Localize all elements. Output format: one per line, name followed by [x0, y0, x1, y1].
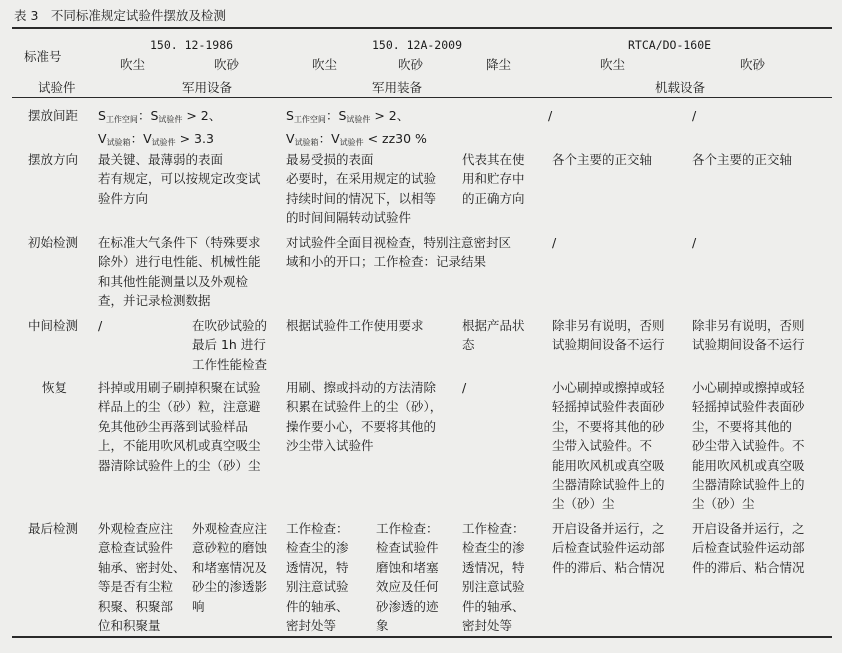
- recovery-settle: /: [462, 380, 467, 395]
- final-check-rtca-dust: 开启设备并运行，之 后检查试验件运动部 件的滞后、粘合情况: [552, 521, 665, 575]
- placement-spacing-settle: /: [548, 108, 553, 123]
- header-gjb1986-dust: 吹尘: [120, 57, 146, 72]
- volume-formula-line: $V_{试验箱}$：$V_{试验件} < zz30$ %: [286, 131, 427, 148]
- row-label-placement-spacing: 摆放间距: [28, 108, 79, 123]
- header-standard-label: 标准号: [24, 49, 62, 64]
- initial-check-rtca-dust: /: [552, 235, 557, 250]
- row-label-placement-direction: 摆放方向: [28, 152, 79, 167]
- placement-spacing-gjb1986: [98, 106, 221, 153]
- placement-direction-gjb1986: 最关键、最薄弱的表面 若有规定，可以按规定改变试 验件方向: [98, 152, 261, 206]
- placement-spacing-rtca-sand: /: [692, 108, 697, 123]
- header-gjb1986-sand: 吹砂: [214, 57, 240, 72]
- placement-direction-rtca-sand: 各个主要的正交轴: [692, 152, 793, 167]
- recovery-gjb2009: 用刷、擦或抖动的方法清除 积累在试验件上的尘（砂）， 操作要小心，不要将其他的 沙尘带入试验件: [286, 380, 443, 454]
- top-rule: [12, 27, 832, 29]
- spacing-formula-line: $S_{工作空间}$：$S_{试验件} > 2$、: [286, 108, 410, 124]
- row-label-recovery: 恢复: [42, 380, 68, 395]
- header-std-gjb1986: 150. 12-1986: [150, 38, 234, 52]
- final-check-gjb1986-dust: 外观检查应注 意检查试验件 轴承、密封处、 等是否有尘粒 积聚、积聚部 位和积聚量: [98, 521, 186, 634]
- placement-spacing-gjb2009: [286, 106, 427, 153]
- final-check-rtca-sand: 开启设备并运行，之 后检查试验件运动部 件的滞后、粘合情况: [692, 521, 805, 575]
- final-check-settle: 工作检查： 检查尘的渗 透情况，特 别注意试验 件的轴承、 密封处等: [462, 521, 525, 634]
- placement-direction-rtca-dust: 各个主要的正交轴: [552, 152, 653, 167]
- intermediate-check-rtca-dust: 除非另有说明，否则 试验期间设备不运行: [552, 318, 665, 353]
- final-check-gjb1986-sand: 外观检查应注 意砂粒的磨蚀 和堵塞情况及 砂尘的渗透影 响: [192, 521, 268, 614]
- header-gjb2009-dust: 吹尘: [312, 57, 338, 72]
- row-label-final-check: 最后检测: [28, 521, 79, 536]
- row-label-intermediate-check: 中间检测: [28, 318, 79, 333]
- header-equip-military2: 军用装备: [372, 80, 423, 95]
- header-std-gjb2009: 150. 12A-2009: [372, 38, 463, 52]
- row-label-initial-check: 初始检测: [28, 235, 79, 250]
- spacing-formula-line: $S_{工作空间}$：$S_{试验件} > 2$、: [98, 108, 222, 124]
- volume-formula-line: $V_{试验箱}$：$V_{试验件} > 3.3$: [98, 131, 214, 148]
- recovery-rtca-dust: 小心刷掉或擦掉或轻 轻摇掉试验件表面砂 尘，不要将其他的砂 尘带入试验件。不 能用吹风机或真空吸 尘器清除试验件上的 尘（砂）尘: [552, 380, 665, 512]
- header-specimen-label: 试验件: [38, 80, 76, 95]
- header-rtca-dust: 吹尘: [600, 57, 626, 72]
- initial-check-gjb2009: 对试验件全面目视检查，特别注意密封区 域和小的开口；工作检查：记录结果: [286, 235, 512, 270]
- final-check-gjb2009-sand: 工作检查： 检查试验件 磨蚀和堵塞 效应及任何 砂渗透的迹 象: [376, 521, 439, 634]
- placement-direction-settle: 代表其在使 用和贮存中 的正确方向: [462, 152, 525, 206]
- header-gjb2009-sand: 吹砂: [398, 57, 424, 72]
- intermediate-check-gjb2009: 根据试验件工作使用要求: [286, 318, 424, 333]
- initial-check-gjb1986: 在标准大气条件下（特殊要求 除外）进行电性能、机械性能 和其他性能测量以及外观检 查，并记录检测数据: [98, 235, 261, 309]
- table-caption: 表 3 不同标准规定试验件摆放及检测: [14, 8, 226, 23]
- bottom-rule: [12, 636, 832, 638]
- intermediate-check-gjb1986-dust: /: [98, 318, 103, 333]
- header-equip-military1: 军用设备: [182, 80, 233, 95]
- header-rtca-sand: 吹砂: [740, 57, 766, 72]
- header-settle: 降尘: [486, 57, 512, 72]
- final-check-gjb2009-dust: 工作检查： 检查尘的渗 透情况，特 别注意试验 件的轴承、 密封处等: [286, 521, 349, 634]
- initial-check-rtca-sand: /: [692, 235, 697, 250]
- intermediate-check-settle: 根据产品状 态: [462, 318, 525, 353]
- intermediate-check-rtca-sand: 除非另有说明，否则 试验期间设备不运行: [692, 318, 805, 353]
- recovery-gjb1986: 抖掉或用刷子刷掉积聚在试验 样品上的尘（砂）粒，注意避 免其他砂尘再落到试验样品 上，不能用吹风机或真空吸尘 器清除试验件上的尘（砂）尘: [98, 380, 261, 473]
- intermediate-check-gjb1986-sand: 在吹砂试验的 最后 1h 进行 工作性能检查: [192, 318, 268, 372]
- recovery-rtca-sand: 小心刷掉或擦掉或轻 轻摇掉试验件表面砂 尘，不要将其他的 砂尘带入试验件。不 能用吹风机或真空吸 尘器清除试验件上的 尘（砂）尘: [692, 380, 805, 512]
- placement-direction-gjb2009: 最易受损的表面 必要时，在采用规定的试验 持续时间的情况下，以相等 的时间间隔转动试验件: [286, 152, 437, 226]
- header-std-rtca: RTCA/DO-160E: [628, 38, 712, 52]
- header-equip-airborne: 机载设备: [655, 80, 706, 95]
